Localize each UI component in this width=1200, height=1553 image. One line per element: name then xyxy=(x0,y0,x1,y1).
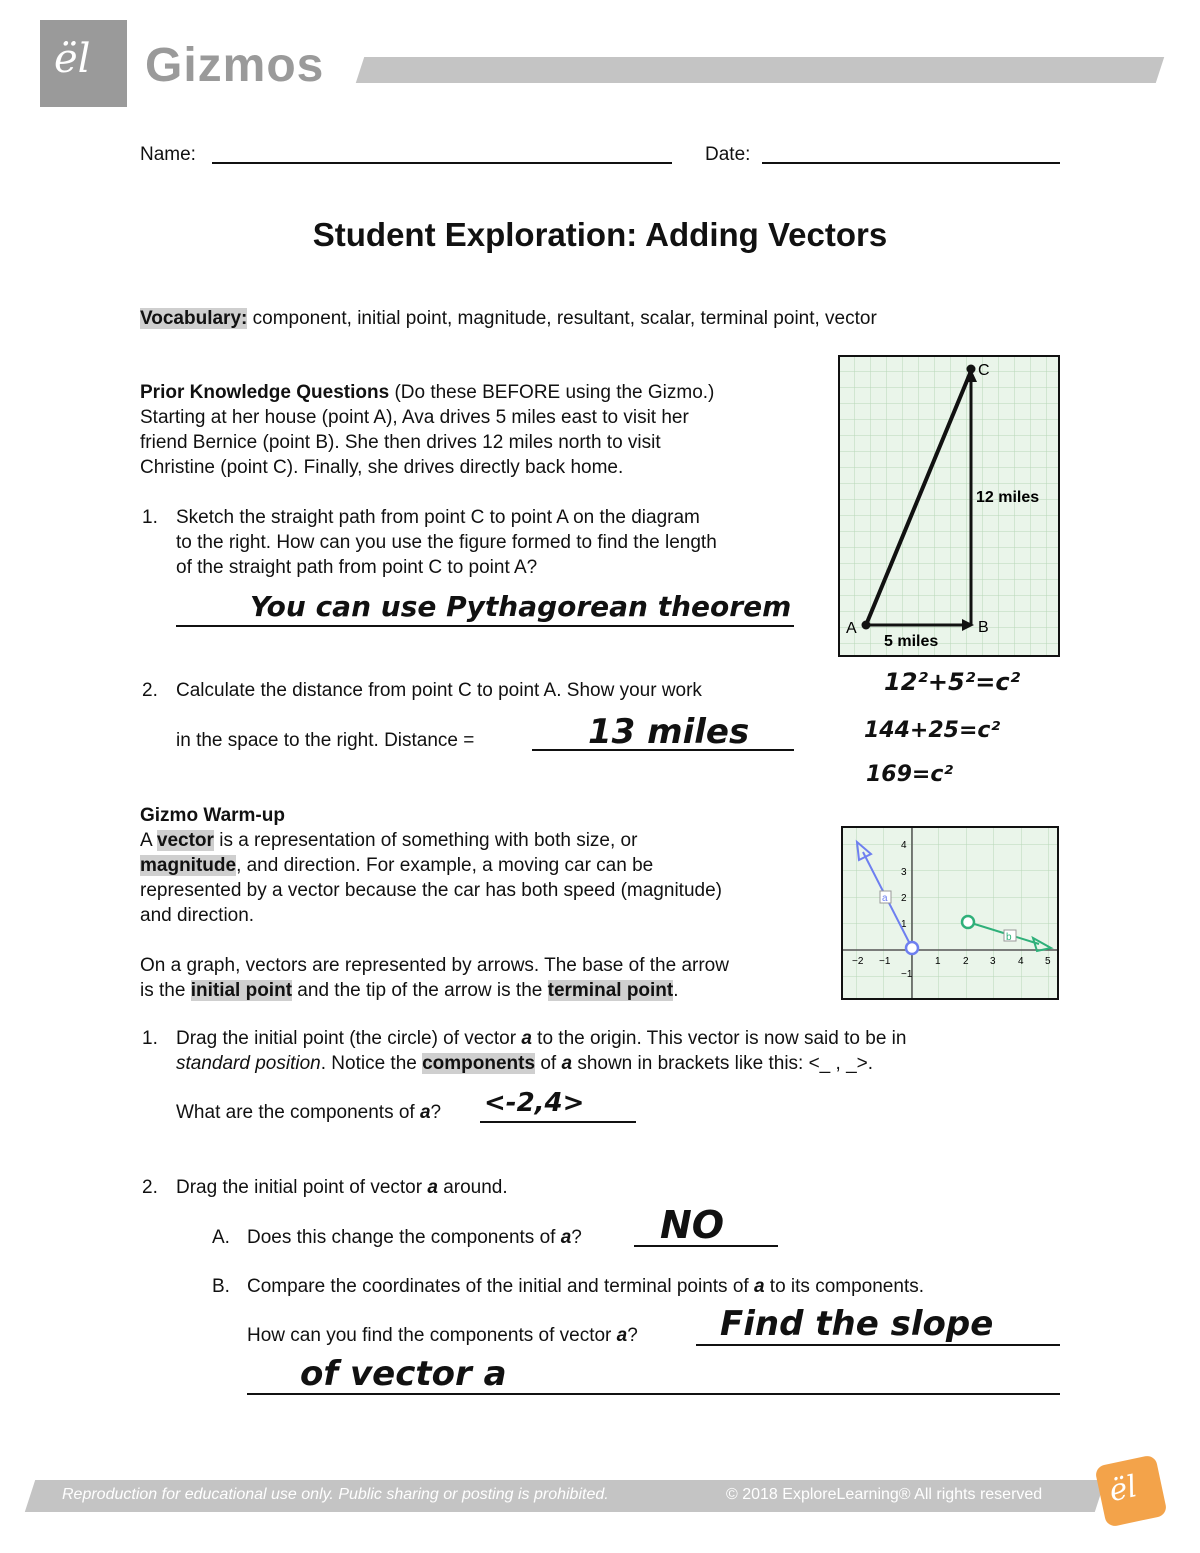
text-span: . xyxy=(673,980,679,1001)
var-a: a xyxy=(753,1276,765,1297)
term-vector: vector xyxy=(156,830,214,851)
footer-logo-mark: ël xyxy=(1106,1469,1141,1510)
q2b-answer1: Find the slope xyxy=(720,1304,994,1344)
warmup-q2-number: 2. xyxy=(142,1177,158,1198)
point-c xyxy=(967,365,976,374)
label-b: B xyxy=(978,619,989,636)
warmup-q2b-question xyxy=(247,1323,638,1348)
prior-q1-line2: to the right. How can you use the figure formed to find the length xyxy=(176,532,717,553)
prior-q1-answer: You can use Pythagorean theorem xyxy=(250,590,792,623)
prior-q1-answer-line[interactable] xyxy=(176,625,794,627)
text-span: Does this change the components of xyxy=(247,1227,561,1248)
warmup-p1-line4: and direction. xyxy=(140,905,255,926)
distance-answer: 13 miles xyxy=(588,712,750,752)
var-a: a xyxy=(521,1028,532,1049)
footer-logo xyxy=(1094,1454,1168,1528)
warmup-p2-line2 xyxy=(140,978,679,1003)
var-a: a xyxy=(419,1102,431,1123)
text-span: What are the components of xyxy=(176,1102,420,1123)
components-answer: <-2,4> xyxy=(484,1088,585,1118)
date-label: Date: xyxy=(705,144,751,165)
components-answer-line[interactable] xyxy=(480,1121,636,1123)
var-a: a xyxy=(561,1053,573,1074)
vector-a-initial-point[interactable] xyxy=(906,942,918,954)
warmup-p1-line1 xyxy=(140,828,637,853)
vector-a-label: a xyxy=(882,893,888,904)
logo-mark: ël xyxy=(54,36,91,82)
text-span: A xyxy=(140,830,157,851)
page-title: Student Exploration: Adding Vectors xyxy=(312,216,888,253)
text-span: is the xyxy=(140,980,191,1001)
text-span: ? xyxy=(627,1325,638,1346)
x-tick-label: 1 xyxy=(935,956,941,967)
warmup-q1-line2 xyxy=(176,1051,873,1076)
label-a: A xyxy=(846,620,857,637)
footer-disclaimer: Reproduction for educational use only. Public sharing or posting is prohibited. xyxy=(62,1486,609,1503)
prior-knowledge-heading xyxy=(140,380,714,405)
text-span: . Notice the xyxy=(320,1053,423,1074)
x-tick-label: −2 xyxy=(852,956,864,967)
text-span: around. xyxy=(437,1177,508,1198)
warmup-p1-line2 xyxy=(140,853,653,878)
prior-q1-number: 1. xyxy=(142,507,158,528)
prior-paragraph-line2: friend Bernice (point B). She then drives 12 miles north to visit xyxy=(140,432,661,453)
vector-b-initial-point[interactable] xyxy=(962,916,974,928)
warmup-q2a-text xyxy=(247,1225,582,1250)
date-field[interactable] xyxy=(762,162,1060,164)
y-tick-label: 4 xyxy=(901,840,907,851)
y-tick-label: 1 xyxy=(901,919,907,930)
label-5-miles: 5 miles xyxy=(884,633,939,650)
work-line2: 144+25=c² xyxy=(864,718,1001,743)
warmup-q1-question xyxy=(176,1100,441,1125)
var-a: a xyxy=(427,1177,438,1198)
prior-heading-note: (Do these BEFORE using the Gizmo.) xyxy=(394,382,715,403)
point-a xyxy=(862,621,871,630)
q2b-answer-line1[interactable] xyxy=(696,1344,1060,1346)
vector-graph xyxy=(841,826,1059,1000)
vector-b-label: b xyxy=(1006,932,1012,943)
warmup-p1-line3: represented by a vector because the car has both speed (magnitude) xyxy=(140,880,722,901)
x-tick-label: 3 xyxy=(990,956,996,967)
term-components: components xyxy=(422,1053,536,1074)
prior-paragraph-line3: Christine (point C). Finally, she drives directly back home. xyxy=(140,457,624,478)
term-magnitude: magnitude xyxy=(140,855,237,876)
prior-q1-line3: of the straight path from point C to point A? xyxy=(176,557,538,578)
prior-heading-text: Prior Knowledge Questions xyxy=(140,382,390,403)
vocabulary-terms: component, initial point, magnitude, resultant, scalar, terminal point, vector xyxy=(252,308,877,329)
vocabulary-label: Vocabulary: xyxy=(140,308,248,329)
text-span: , and direction. For example, a moving car can be xyxy=(236,855,654,876)
label-12-miles: 12 miles xyxy=(976,489,1040,506)
term-terminal-point: terminal point xyxy=(547,980,674,1001)
prior-q2-line1: Calculate the distance from point C to point A. Show your work xyxy=(176,680,702,701)
text-span: is a representation of something with both size, or xyxy=(213,830,638,851)
y-tick-label: 2 xyxy=(901,893,907,904)
text-span: to its components. xyxy=(764,1276,924,1297)
warmup-q2b-text xyxy=(247,1274,924,1299)
warmup-heading: Gizmo Warm-up xyxy=(140,805,285,826)
x-tick-label: 4 xyxy=(1018,956,1024,967)
text-span: to the origin. This vector is now said to be in xyxy=(531,1028,907,1049)
prior-paragraph-line1: Starting at her house (point A), Ava drives 5 miles east to visit her xyxy=(140,407,689,428)
x-tick-label: 5 xyxy=(1045,956,1051,967)
text-span: Drag the initial point (the circle) of vector xyxy=(176,1028,522,1049)
term-initial-point: initial point xyxy=(190,980,293,1001)
prior-q2-line2: in the space to the right. Distance = xyxy=(176,730,475,751)
name-label: Name: xyxy=(140,144,196,165)
header-bar xyxy=(356,57,1164,83)
warmup-q2a-letter: A. xyxy=(212,1227,230,1248)
text-span: of xyxy=(535,1053,562,1074)
prior-q1-line1: Sketch the straight path from point C to point A on the diagram xyxy=(176,507,700,528)
text-span: shown in brackets like this: <_ , _>. xyxy=(572,1053,874,1074)
term-standard-position: standard position xyxy=(176,1053,321,1074)
warmup-q2-text xyxy=(176,1175,508,1200)
label-c: C xyxy=(978,362,990,379)
warmup-q1-number: 1. xyxy=(142,1028,158,1049)
text-span: ? xyxy=(430,1102,442,1123)
q2a-answer: NO xyxy=(660,1203,725,1247)
q2b-answer2: of vector a xyxy=(300,1354,507,1394)
warmup-q2b-letter: B. xyxy=(212,1276,230,1297)
text-span: and the tip of the arrow is the xyxy=(292,980,548,1001)
prior-q2-number: 2. xyxy=(142,680,158,701)
brand-name: Gizmos xyxy=(145,39,325,92)
vocabulary-row xyxy=(140,306,877,331)
work-line1: 12²+5²=c² xyxy=(884,668,1021,696)
text-span: Compare the coordinates of the initial and terminal points of xyxy=(247,1276,754,1297)
text-span: How can you find the components of vector xyxy=(247,1325,617,1346)
warmup-p2-line1: On a graph, vectors are represented by arrows. The base of the arrow xyxy=(140,955,729,976)
name-field[interactable] xyxy=(212,162,672,164)
warmup-q1-line1 xyxy=(176,1026,906,1051)
x-tick-label: −1 xyxy=(879,956,891,967)
y-tick-label: −1 xyxy=(901,969,913,980)
y-tick-label: 3 xyxy=(901,867,907,878)
var-a: a xyxy=(616,1325,628,1346)
x-tick-label: 2 xyxy=(963,956,969,967)
explorelearning-logo xyxy=(40,20,127,107)
text-span: Drag the initial point of vector xyxy=(176,1177,428,1198)
work-line3: 169=c² xyxy=(866,762,954,787)
var-a: a xyxy=(560,1227,572,1248)
text-span: ? xyxy=(571,1227,582,1248)
footer-copyright: © 2018 ExploreLearning® All rights reserved xyxy=(726,1486,1043,1503)
triangle-diagram xyxy=(838,355,1060,657)
